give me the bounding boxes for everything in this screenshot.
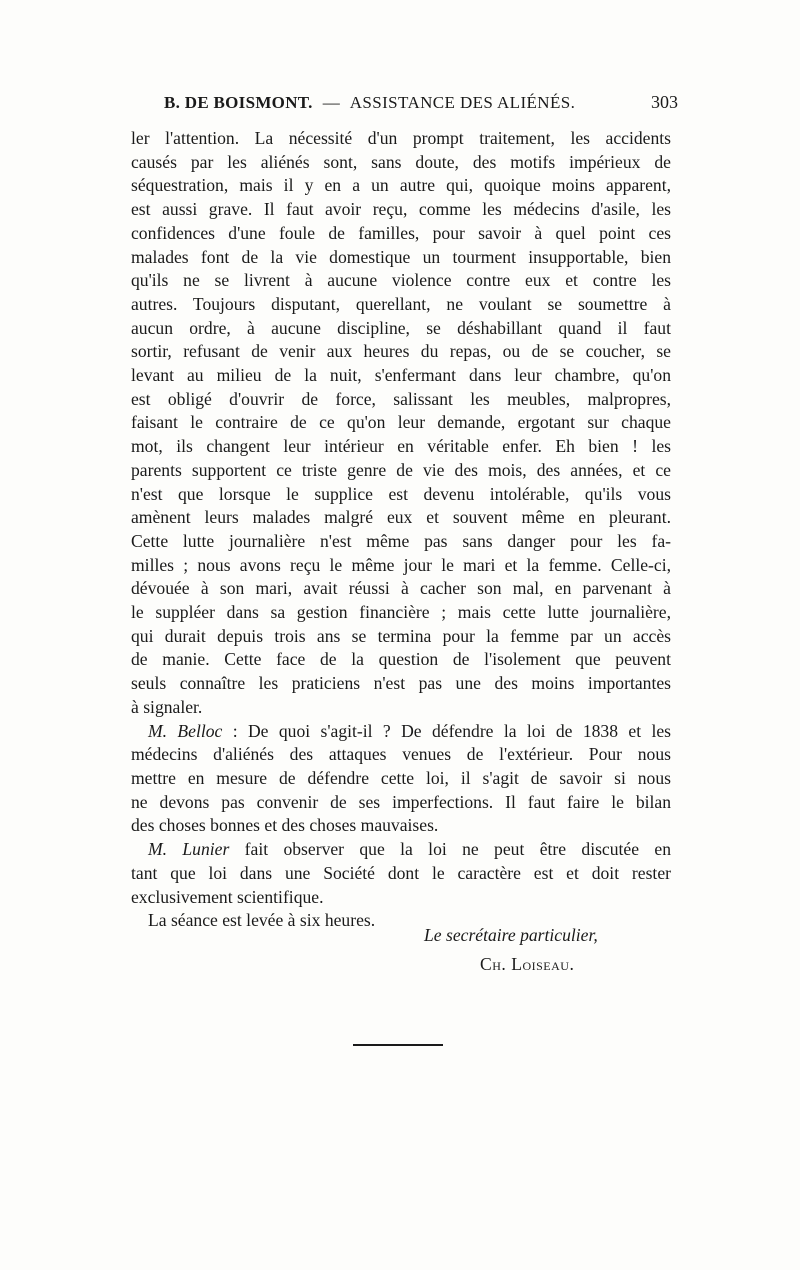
text-line: ne devons pas convenir de ses imperfections. Il faut faire le bilan xyxy=(131,791,671,812)
text-line: faisant le contraire de ce qu'on leur demande, ergotant sur chaque xyxy=(131,412,671,433)
text-line: dévouée à son mari, avait réussi à cacher son mal, en parvenant à xyxy=(131,578,671,599)
text-line: mettre en mesure de défendre cette loi, il s'agit de savoir si nous xyxy=(131,767,671,788)
header-author: B. DE BOISMONT. xyxy=(164,93,313,112)
text-line xyxy=(131,838,671,862)
text-line: malades font de la vie domestique un tourment insupportable, bien xyxy=(131,246,671,267)
text-line: des choses bonnes et des choses mauvaises. xyxy=(131,815,439,836)
page-number: 303 xyxy=(651,92,678,112)
text-line: parents supportent ce triste genre de vie des mois, des années, et ce xyxy=(131,459,671,480)
text-line: amènent leurs malades malgré eux et souvent même en pleurant. xyxy=(131,507,671,528)
speaker-text: fait observer que la loi ne peut être discutée en xyxy=(229,839,672,860)
running-header xyxy=(164,92,678,118)
text-line: seuls connaître les praticiens n'est pas une des moins importantes xyxy=(131,673,671,694)
text-line: à signaler. xyxy=(131,696,203,717)
speaker-name: M. Belloc xyxy=(148,720,223,741)
text-line: mot, ils changent leur intérieur en véritable enfer. Eh bien ! les xyxy=(131,436,671,457)
text-line: milles ; nous avons reçu le même jour le mari et la femme. Celle-ci, xyxy=(131,554,671,575)
text-line: autres. Toujours disputant, querellant, ne voulant se soumettre à xyxy=(131,293,671,314)
text-line: levant au milieu de la nuit, s'enfermant dans leur chambre, qu'on xyxy=(131,365,671,386)
signature-name: Ch. Loiseau. xyxy=(480,954,575,974)
text-line: n'est que lorsque le supplice est devenu intolérable, qu'ils vous xyxy=(131,483,671,504)
text-line: qu'ils ne se livrent à aucune violence contre eux et contre les xyxy=(131,270,671,291)
text-line: qui durait depuis trois ans se termina pour la femme par un accès xyxy=(131,625,671,646)
speaker-name: M. Lunier xyxy=(148,839,230,860)
text-line: est aussi grave. Il faut avoir reçu, comme les médecins d'asile, les xyxy=(131,199,671,220)
body-text xyxy=(131,127,671,933)
speaker-text: : De quoi s'agit-il ? De défendre la loi de 1838 et les xyxy=(222,720,671,741)
text-line: La séance est levée à six heures. xyxy=(148,910,376,931)
text-line: tant que loi dans une Société dont le caractère est et doit rester xyxy=(131,862,671,883)
text-line xyxy=(131,720,671,744)
text-line: sortir, refusant de venir aux heures du repas, ou de se coucher, se xyxy=(131,341,671,362)
text-line: exclusivement scientifique. xyxy=(131,886,324,907)
text-line: est obligé d'ouvrir de force, salissant les meubles, malpropres, xyxy=(131,388,671,409)
text-line: confidences d'une foule de familles, pour savoir à quel point ces xyxy=(131,222,671,243)
header-dash: — xyxy=(322,93,340,112)
text-line: ler l'attention. La nécessité d'un prompt traitement, les accidents xyxy=(131,128,671,148)
text-line: le suppléer dans sa gestion financière ; mais cette lutte journalière, xyxy=(131,602,671,623)
header-title: ASSISTANCE DES ALIÉNÉS. xyxy=(349,93,576,112)
text-line: Cette lutte journalière n'est même pas sans danger pour les fa- xyxy=(131,530,671,551)
closing-rule xyxy=(353,1044,443,1046)
text-line: de manie. Cette face de la question de l'isolement que peuvent xyxy=(131,649,671,670)
text-line: médecins d'aliénés des attaques venues de l'extérieur. Pour nous xyxy=(131,744,671,765)
signature-role: Le secrétaire particulier, xyxy=(424,925,598,945)
text-line: aucun ordre, à aucune discipline, se déshabillant quand il faut xyxy=(131,317,671,338)
text-line: causés par les aliénés sont, sans doute, des motifs impérieux de xyxy=(131,151,671,172)
text-line: séquestration, mais il y en a un autre qui, quoique moins apparent, xyxy=(131,175,671,196)
